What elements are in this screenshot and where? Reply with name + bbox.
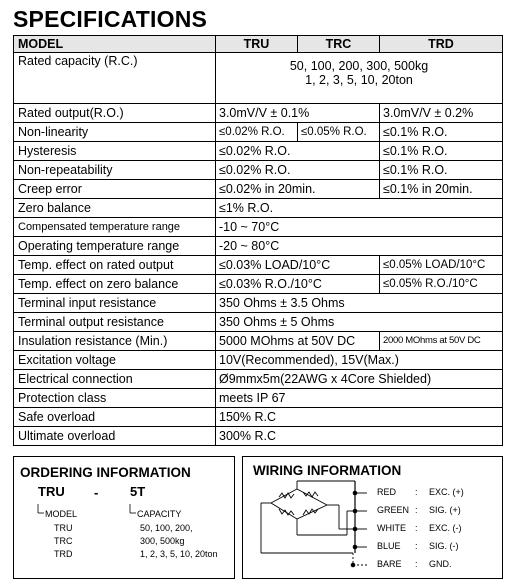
table-row [14, 123, 503, 142]
wire-color: WHITE [377, 523, 406, 533]
table-header-row [14, 36, 503, 53]
order-model-tru: TRU [54, 523, 73, 533]
wire-function: GND. [429, 559, 452, 569]
wire-sep: : [415, 505, 418, 515]
order-capacity-3: 1, 2, 3, 5, 10, 20ton [140, 549, 218, 559]
safe-overload-label: Safe overload [14, 408, 216, 427]
table-row [14, 332, 503, 351]
protection-label: Protection class [14, 389, 216, 408]
term-in-label: Terminal input resistance [14, 294, 216, 313]
wiring-information-title: WIRING INFORMATION [253, 463, 402, 478]
non-linearity-trd: ≤0.1% R.O. [380, 123, 503, 142]
non-linearity-trc: ≤0.05% R.O. [298, 123, 380, 142]
table-row [14, 370, 503, 389]
oper-temp-label: Operating temperature range [14, 237, 216, 256]
rated-output-trd: 3.0mV/V ± 0.2% [380, 104, 503, 123]
non-repeatability-trd: ≤0.1% R.O. [380, 161, 503, 180]
non-linearity-tru: ≤0.02% R.O. [216, 123, 298, 142]
temp-rated-trd: ≤0.05% LOAD/10°C [380, 256, 503, 275]
wire-color: BLUE [377, 541, 401, 551]
table-row [14, 313, 503, 332]
hysteresis-tru-trc: ≤0.02% R.O. [216, 142, 380, 161]
table-row [14, 389, 503, 408]
table-row [14, 351, 503, 370]
table-row [14, 104, 503, 123]
order-capacity-code: 5T [130, 484, 146, 499]
table-row [14, 180, 503, 199]
table-row [14, 218, 503, 237]
ultimate-overload-value: 300% R.C [216, 427, 503, 446]
term-out-value: 350 Ohms ± 5 Ohms [216, 313, 503, 332]
wire-row-white [243, 523, 502, 537]
table-row [14, 142, 503, 161]
wire-function: EXC. (-) [429, 523, 462, 533]
table-row [14, 199, 503, 218]
hysteresis-label: Hysteresis [14, 142, 216, 161]
order-capacity-2: 300, 500kg [140, 536, 185, 546]
wiring-information-panel [242, 456, 503, 579]
rated-capacity-line2: 1, 2, 3, 5, 10, 20ton [305, 73, 413, 87]
wire-sep: : [415, 541, 418, 551]
creep-error-tru-trc: ≤0.02% in 20min. [216, 180, 380, 199]
ordering-information-title: ORDERING INFORMATION [20, 465, 191, 480]
hysteresis-trd: ≤0.1% R.O. [380, 142, 503, 161]
rated-output-label: Rated output(R.O.) [14, 104, 216, 123]
temp-rated-tru-trc: ≤0.03% LOAD/10°C [216, 256, 380, 275]
non-repeatability-label: Non-repeatability [14, 161, 216, 180]
table-row [14, 161, 503, 180]
order-dash: - [94, 485, 99, 500]
wire-function: SIG. (-) [429, 541, 459, 551]
order-model-trc: TRC [54, 536, 73, 546]
table-row [14, 53, 503, 104]
wire-function: SIG. (+) [429, 505, 461, 515]
rated-capacity-label: Rated capacity (R.C.) [14, 53, 216, 104]
non-linearity-label: Non-linearity [14, 123, 216, 142]
oper-temp-value: -20 ~ 80°C [216, 237, 503, 256]
excitation-label: Excitation voltage [14, 351, 216, 370]
wire-row-red [243, 487, 502, 501]
table-row [14, 275, 503, 294]
wire-sep: : [415, 487, 418, 497]
excitation-value: 10V(Recommended), 15V(Max.) [216, 351, 503, 370]
non-repeatability-tru-trc: ≤0.02% R.O. [216, 161, 380, 180]
zero-balance-label: Zero balance [14, 199, 216, 218]
electrical-label: Electrical connection [14, 370, 216, 389]
wire-color: BARE [377, 559, 402, 569]
rated-capacity-value [216, 53, 503, 104]
wire-row-green [243, 505, 502, 519]
header-tru: TRU [216, 36, 298, 53]
zero-balance-value: ≤1% R.O. [216, 199, 503, 218]
insulation-label: Insulation resistance (Min.) [14, 332, 216, 351]
table-row [14, 256, 503, 275]
rated-output-tru-trc: 3.0mV/V ± 0.1% [216, 104, 380, 123]
header-trc: TRC [298, 36, 380, 53]
insulation-tru-trc: 5000 MOhms at 50V DC [216, 332, 380, 351]
table-row [14, 237, 503, 256]
order-model-trd: TRD [54, 549, 73, 559]
order-model-label: MODEL [45, 509, 78, 519]
order-capacity-label: CAPACITY [137, 509, 182, 519]
comp-temp-label: Compensated temperature range [14, 218, 216, 237]
table-row [14, 294, 503, 313]
term-in-value: 350 Ohms ± 3.5 Ohms [216, 294, 503, 313]
wire-row-blue [243, 541, 502, 555]
temp-rated-label: Temp. effect on rated output [14, 256, 216, 275]
creep-error-trd: ≤0.1% in 20min. [380, 180, 503, 199]
specifications-table [13, 35, 503, 446]
wire-color: GREEN [377, 505, 410, 515]
safe-overload-value: 150% R.C [216, 408, 503, 427]
order-capacity-1: 50, 100, 200, [140, 523, 193, 533]
rated-capacity-line1: 50, 100, 200, 300, 500kg [289, 59, 429, 73]
wire-sep: : [415, 523, 418, 533]
wire-color: RED [377, 487, 397, 497]
protection-value: meets IP 67 [216, 389, 503, 408]
ultimate-overload-label: Ultimate overload [14, 427, 216, 446]
wire-row-bare [243, 559, 502, 573]
temp-zero-tru-trc: ≤0.03% R.O./10°C [216, 275, 380, 294]
table-row [14, 408, 503, 427]
page-title: SPECIFICATIONS [13, 6, 208, 32]
wire-function: EXC. (+) [429, 487, 464, 497]
electrical-value: Ø9mmx5m(22AWG x 4Core Shielded) [216, 370, 503, 389]
temp-zero-trd: ≤0.05% R.O./10°C [380, 275, 503, 294]
creep-error-label: Creep error [14, 180, 216, 199]
comp-temp-value: -10 ~ 70°C [216, 218, 503, 237]
ordering-information-panel [13, 456, 235, 579]
table-row [14, 427, 503, 446]
term-out-label: Terminal output resistance [14, 313, 216, 332]
insulation-trd: 2000 MOhms at 50V DC [380, 332, 503, 351]
header-trd: TRD [380, 36, 503, 53]
temp-zero-label: Temp. effect on zero balance [14, 275, 216, 294]
order-model-code: TRU [38, 484, 65, 499]
header-model: MODEL [14, 36, 216, 53]
wire-sep: : [415, 559, 418, 569]
